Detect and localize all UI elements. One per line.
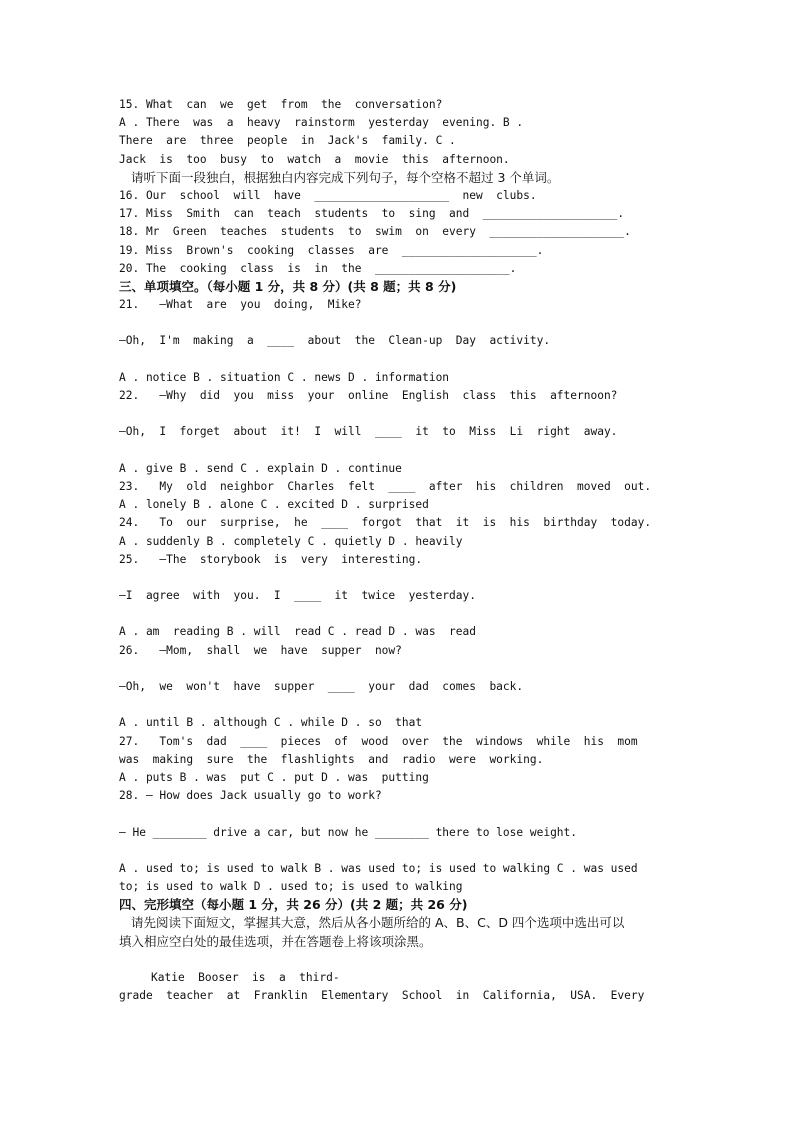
question-18: 18. Mr Green teaches students to swim on every ____________________. — [119, 225, 631, 239]
exam-page — [119, 96, 679, 1005]
question-24: 24. To our surprise, he ____ forgot that it is his birthday today. — [119, 516, 652, 530]
question-22-options: A . give B . send C . explain D . continue — [119, 461, 402, 475]
listening-instruction: 请听下面一段独白，根据独白内容完成下列句子，每个空格不超过 3 个单词。 — [131, 169, 560, 185]
question-28: 28. — How does Jack usually go to work? — [119, 789, 382, 803]
question-16: 16. Our school will have ____________________ new clubs. — [119, 188, 537, 202]
section-4-heading: 四、完形填空（每小题 1 分，共 26 分）(共 2 题；共 26 分) — [119, 897, 468, 913]
question-28-options-line-2: to; is used to walk D . used to; is used to walking — [119, 880, 463, 894]
question-26: 26. —Mom, shall we have supper now? — [119, 643, 402, 657]
cloze-instruction-line-2: 填入相应空白处的最佳选项，并在答题卷上将该项涂黑。 — [119, 933, 432, 949]
question-27-line-2: was making sure the flashlights and radio were working. — [119, 752, 544, 766]
question-15-option-line-3: Jack is too busy to watch a movie this afternoon. — [119, 152, 510, 166]
question-27-line-1: 27. Tom's dad ____ pieces of wood over the windows while his mom — [119, 734, 638, 748]
question-26-options: A . until B . although C . while D . so that — [119, 716, 423, 730]
cloze-instruction-line-1: 请先阅读下面短文，掌握其大意，然后从各小题所给的 A、B、C、D 四个选项中选出可以 — [131, 915, 625, 931]
question-28-answer-line: — He ________ drive a car, but now he ________ there to lose weight. — [119, 825, 578, 839]
question-28-options-line-1: A . used to; is used to walk B . was used to; is used to walking C . was used — [119, 861, 638, 875]
question-19: 19. Miss Brown's cooking classes are ____________________. — [119, 243, 544, 257]
question-25-answer-line: —I agree with you. I ____ it twice yesterday. — [119, 589, 476, 603]
question-17: 17. Miss Smith can teach students to sing and ____________________. — [119, 207, 625, 221]
passage-line-2: grade teacher at Franklin Elementary School in California, USA. Every — [119, 989, 645, 1003]
question-15-option-line-2: There are three people in Jack's family. C . — [119, 134, 456, 148]
question-25: 25. —The storybook is very interesting. — [119, 552, 423, 566]
question-23: 23. My old neighbor Charles felt ____ after his children moved out. — [119, 479, 652, 493]
question-26-answer-line: —Oh, we won't have supper ____ your dad comes back. — [119, 680, 524, 693]
question-22-answer-line: —Oh, I forget about it! I will ____ it to Miss Li right away. — [119, 425, 618, 439]
question-23-options: A . lonely B . alone C . excited D . surprised — [119, 498, 429, 512]
question-25-options: A . am reading B . will read C . read D . was read — [119, 625, 476, 639]
section-3-heading: 三、单项填空。（每小题 1 分，共 8 分）(共 8 题；共 8 分) — [119, 278, 457, 294]
question-20: 20. The cooking class is in the ____________________. — [119, 261, 517, 275]
question-15-stem: 15. What can we get from the conversation? — [119, 98, 443, 111]
question-27-options: A . puts B . was put C . put D . was putting — [119, 770, 429, 784]
passage-line-1: Katie Booser is a third- — [151, 971, 340, 984]
question-22: 22. —Why did you miss your online English class this afternoon? — [119, 389, 618, 402]
question-21-answer-line: —Oh, I'm making a ____ about the Clean-up Day activity. — [119, 334, 551, 348]
question-21: 21. —What are you doing, Mike? — [119, 298, 362, 312]
question-15-option-line-1: A . There was a heavy rainstorm yesterday evening. B . — [119, 116, 524, 130]
question-21-options: A . notice B . situation C . news D . information — [119, 370, 450, 384]
question-24-options: A . suddenly B . completely C . quietly D . heavily — [119, 534, 463, 548]
